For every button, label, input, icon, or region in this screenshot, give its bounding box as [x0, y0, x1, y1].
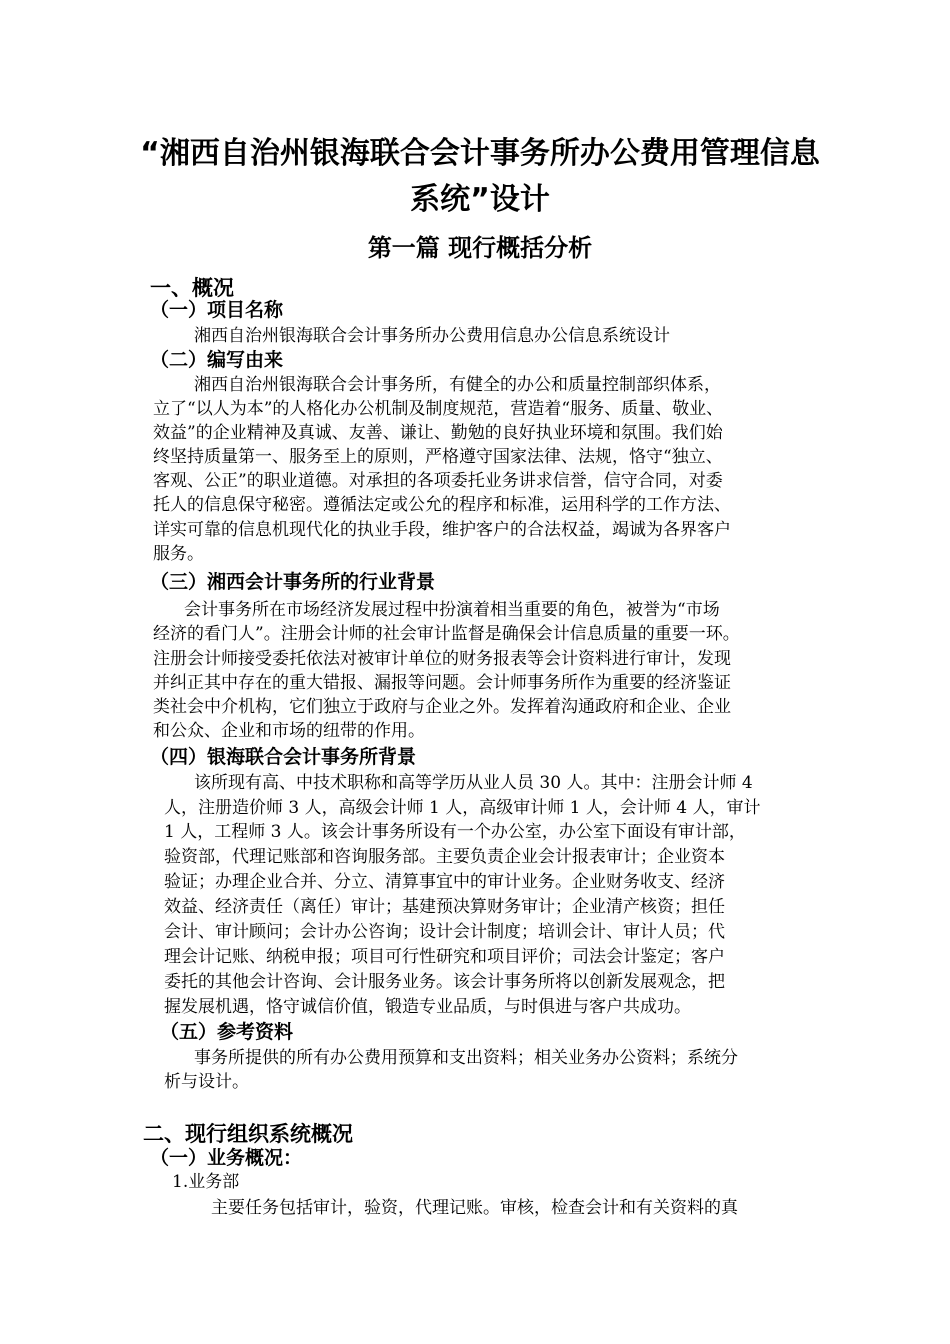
paragraph-line: 类社会中介机构，它们独立于政府与企业之外。发挥着沟通政府和企业、企业 — [153, 697, 731, 717]
paragraph-line: 客观、公正”的职业道德。对承担的各项委托业务讲求信誉，信守合同，对委 — [153, 471, 723, 491]
section-2-heading: 二、现行组织系统概况 — [143, 1122, 353, 1146]
paragraph-line: 注册会计师接受委托依法对被审计单位的财务报表等会计资料进行审计，发现 — [153, 649, 731, 669]
list-item-label: 1.业务部 — [172, 1172, 240, 1192]
paragraph-line: 会计事务所在市场经济发展过程中扮演着相当重要的角色，被誉为“市场 — [184, 600, 720, 620]
subsection-2-heading: （二）编写由来 — [150, 349, 284, 371]
paragraph-line: 并纠正其中存在的重大错报、漏报等问题。会计师事务所作为重要的经济鉴证 — [153, 673, 731, 693]
paragraph-line: 事务所提供的所有办公费用预算和支出资料；相关业务办公资料；系统分 — [194, 1048, 738, 1068]
document-title-line-1: “湘西自治州银海联合会计事务所办公费用管理信息 — [140, 136, 820, 171]
paragraph-line: 效益、经济责任（离任）审计；基建预决算财务审计；企业清产核资；担任 — [164, 897, 725, 917]
paragraph-line: 服务。 — [153, 544, 204, 564]
paragraph-line: 详实可靠的信息机现代化的执业手段，维护客户的合法权益，竭诚为各界客户 — [153, 520, 731, 540]
paragraph-line: 委托的其他会计咨询、会计服务业务。该会计事务所将以创新发展观念，把 — [164, 972, 725, 992]
document-title-line-2: 系统”设计 — [410, 182, 550, 217]
paragraph-line: 人，注册造价师 3 人，高级会计师 1 人，高级审计师 1 人，会计师 4 人，审计 — [164, 798, 761, 818]
paragraph-line: 效益”的企业精神及真诚、友善、谦让、勤勉的良好执业环境和氛围。我们始 — [153, 423, 723, 443]
paragraph-line: 和公众、企业和市场的纽带的作用。 — [153, 721, 425, 741]
paragraph-line: 会计、审计顾问；会计办公咨询；设计会计制度；培训会计、审计人员；代 — [164, 922, 725, 942]
paragraph-line: 湘西自治州银海联合会计事务所办公费用信息办公信息系统设计 — [194, 326, 670, 346]
paragraph-line: 理会计记账、纳税申报；项目可行性研究和项目评价；司法会计鉴定；客户 — [164, 947, 725, 967]
paragraph-line: 该所现有高、中技术职称和高等学历从业人员 30 人。其中：注册会计师 4 — [194, 773, 753, 793]
paragraph-line: 握发展机遇，恪守诚信价值，锻造专业品质，与时俱进与客户共成功。 — [164, 997, 691, 1017]
part-title: 第一篇 现行概括分析 — [367, 234, 593, 262]
paragraph-line: 托人的信息保守秘密。遵循法定或公允的程序和标准，运用科学的工作方法、 — [153, 495, 731, 515]
section-1-heading: 一、概况 — [150, 276, 234, 300]
subsection-3-heading: （三）湘西会计事务所的行业背景 — [150, 571, 436, 593]
paragraph-line: 终坚持质量第一、服务至上的原则，严格遵守国家法律、法规，恪守“独立、 — [153, 447, 723, 467]
subsection-heading: （一）业务概况： — [150, 1147, 303, 1169]
paragraph-line: 验证；办理企业合并、分立、清算事宜中的审计业务。企业财务收支、经济 — [164, 872, 725, 892]
subsection-1-heading: （一）项目名称 — [150, 299, 284, 321]
paragraph-line: 经济的看门人”。注册会计师的社会审计监督是确保会计信息质量的重要一环。 — [153, 624, 740, 644]
paragraph-line: 湘西自治州银海联合会计事务所，有健全的办公和质量控制部织体系， — [194, 375, 721, 395]
subsection-4-heading: （四）银海联合会计事务所背景 — [150, 746, 417, 768]
paragraph-line: 1 人，工程师 3 人。该会计事务所设有一个办公室，办公室下面设有审计部， — [164, 822, 746, 842]
paragraph-line: 主要任务包括审计，验资，代理记账。审核，检查会计和有关资料的真 — [211, 1198, 738, 1218]
paragraph-line: 析与设计。 — [164, 1072, 249, 1092]
subsection-5-heading: （五）参考资料 — [160, 1021, 294, 1043]
paragraph-line: 立了“以人为本”的人格化办公机制及制度规范，营造着“服务、质量、敬业、 — [153, 399, 724, 419]
paragraph-line: 验资部，代理记账部和咨询服务部。主要负责企业会计报表审计；企业资本 — [164, 847, 725, 867]
